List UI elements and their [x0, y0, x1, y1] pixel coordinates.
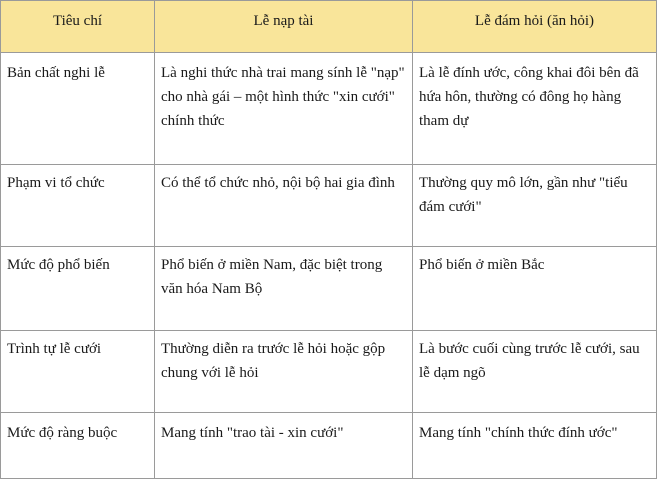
- header-row: [1, 1, 657, 53]
- nap-tai-cell: Phổ biến ở miền Nam, đặc biệt trong văn hóa Nam Bộ: [155, 247, 413, 331]
- dam-hoi-cell: Thường quy mô lớn, gần như "tiểu đám cưới": [413, 165, 657, 247]
- table-body: [1, 53, 657, 479]
- criterion-cell: Bản chất nghi lễ: [1, 53, 155, 165]
- criterion-cell: Phạm vi tổ chức: [1, 165, 155, 247]
- header-dam-hoi: Lễ đám hỏi (ăn hỏi): [413, 1, 657, 53]
- dam-hoi-cell: Phổ biến ở miền Bắc: [413, 247, 657, 331]
- dam-hoi-cell: Là bước cuối cùng trước lễ cưới, sau lễ dạm ngõ: [413, 331, 657, 413]
- table-row: [1, 247, 657, 331]
- table-row: [1, 165, 657, 247]
- nap-tai-cell: Có thể tổ chức nhỏ, nội bộ hai gia đình: [155, 165, 413, 247]
- criterion-cell: Mức độ ràng buộc: [1, 413, 155, 479]
- dam-hoi-cell: Mang tính "chính thức đính ước": [413, 413, 657, 479]
- table-row: [1, 53, 657, 165]
- header-criterion: Tiêu chí: [1, 1, 155, 53]
- criterion-cell: Mức độ phổ biến: [1, 247, 155, 331]
- header-nap-tai: Lễ nạp tài: [155, 1, 413, 53]
- dam-hoi-cell: Là lễ đính ước, công khai đôi bên đã hứa hôn, thường có đông họ hàng tham dự: [413, 53, 657, 165]
- table-header: [1, 1, 657, 53]
- table-row: [1, 413, 657, 479]
- criterion-cell: Trình tự lễ cưới: [1, 331, 155, 413]
- nap-tai-cell: Là nghi thức nhà trai mang sính lễ "nạp" cho nhà gái – một hình thức "xin cưới" chính thức: [155, 53, 413, 165]
- nap-tai-cell: Thường diễn ra trước lễ hỏi hoặc gộp chung với lễ hỏi: [155, 331, 413, 413]
- nap-tai-cell: Mang tính "trao tài - xin cưới": [155, 413, 413, 479]
- table-row: [1, 331, 657, 413]
